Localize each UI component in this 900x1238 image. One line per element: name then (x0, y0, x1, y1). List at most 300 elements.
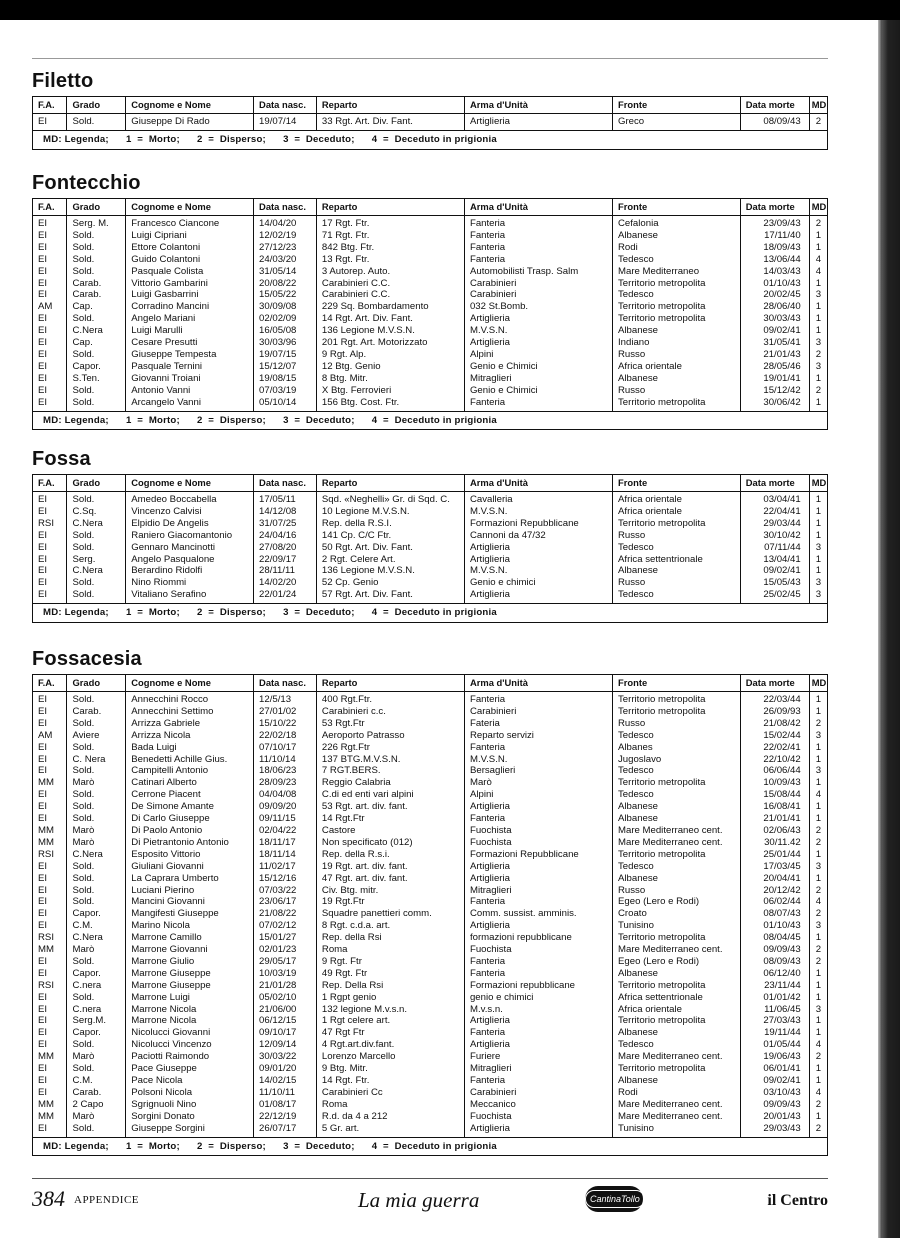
cell-data-morte: 30/10/42 (740, 530, 809, 542)
cell-fa: EI (33, 908, 67, 920)
header-row (33, 199, 828, 216)
footer-rule (32, 1178, 828, 1179)
cell-arma: Artiglieria (464, 861, 612, 873)
cell-fa: EI (33, 230, 67, 242)
cell-fronte: Jugoslavo (613, 754, 741, 766)
cell-grado: Sold. (67, 230, 126, 242)
cell-data-morte: 23/09/43 (740, 216, 809, 230)
cell-fronte: Africa orientale (613, 1004, 741, 1016)
legend-row: MD: Legenda; 1 = Morto; 2 = Disperso; 3 = Deceduto; 4 = Deceduto in prigionia (33, 130, 828, 149)
cell-data-morte: 09/09/43 (740, 1099, 809, 1111)
cell-arma: Carabinieri (464, 1087, 612, 1099)
cell-data-morte: 19/06/43 (740, 1051, 809, 1063)
cell-data-nasc: 14/04/20 (254, 216, 317, 230)
cell-data-morte: 15/05/43 (740, 577, 809, 589)
cell-data-morte: 10/09/43 (740, 777, 809, 789)
cell-nome: Bada Luigi (126, 742, 254, 754)
cell-fronte: Tunisino (613, 1123, 741, 1137)
cell-md: 4 (809, 896, 827, 908)
cell-md: 1 (809, 1111, 827, 1123)
cell-fa: EI (33, 337, 67, 349)
cell-nome: Ettore Colantoni (126, 242, 254, 254)
cell-fa: EI (33, 492, 67, 506)
cell-reparto: Carabinieri C.C. (316, 278, 464, 290)
cell-data-nasc: 15/05/22 (254, 289, 317, 301)
cell-md: 3 (809, 289, 827, 301)
cell-nome: Berardino Ridolfi (126, 565, 254, 577)
cell-data-morte: 01/10/43 (740, 920, 809, 932)
cell-data-nasc: 02/04/22 (254, 825, 317, 837)
cell-grado: Carab. (67, 1087, 126, 1099)
cell-fa: EI (33, 325, 67, 337)
cell-nome: Marino Nicola (126, 920, 254, 932)
cell-data-nasc: 17/05/11 (254, 492, 317, 506)
cell-reparto: Carabinieri Cc (316, 1087, 464, 1099)
cell-md: 1 (809, 968, 827, 980)
cell-reparto: 132 legione M.v.s.n. (316, 1004, 464, 1016)
cell-grado: Sold. (67, 896, 126, 908)
cell-fronte: Egeo (Lero e Rodi) (613, 956, 741, 968)
cell-fronte: Albanese (613, 1027, 741, 1039)
table-row (33, 1111, 828, 1123)
cell-fa: EI (33, 968, 67, 980)
cell-data-nasc: 14/02/20 (254, 577, 317, 589)
cell-data-morte: 14/03/43 (740, 266, 809, 278)
cell-fronte: Russo (613, 718, 741, 730)
cell-md: 2 (809, 825, 827, 837)
cell-reparto: 156 Btg. Cost. Ftr. (316, 397, 464, 411)
column-header-arma: Arma d'Unità (464, 475, 612, 492)
cell-grado: C.nera (67, 1004, 126, 1016)
header-row (33, 97, 828, 114)
cell-fronte: Albanese (613, 968, 741, 980)
cell-arma: Artiglieria (464, 114, 612, 131)
cell-reparto: 49 Rgt. Ftr (316, 968, 464, 980)
scan-top-bar (0, 0, 900, 20)
cell-data-morte: 25/02/45 (740, 589, 809, 603)
cell-arma: Alpini (464, 349, 612, 361)
table-row (33, 278, 828, 290)
cell-data-nasc: 15/10/22 (254, 718, 317, 730)
column-header-data-nasc: Data nasc. (254, 675, 317, 692)
cell-grado: C.Nera (67, 325, 126, 337)
cell-grado: C.nera (67, 980, 126, 992)
cell-md: 2 (809, 1123, 827, 1137)
cell-fronte: Africa settentrionale (613, 992, 741, 1004)
cell-fa: EI (33, 1015, 67, 1027)
cell-data-nasc: 02/02/09 (254, 313, 317, 325)
cell-fronte: Tunisino (613, 920, 741, 932)
cell-arma: Fuochista (464, 1111, 612, 1123)
column-header-md: MD (809, 475, 827, 492)
cell-data-nasc: 11/02/17 (254, 861, 317, 873)
cell-reparto: Carabinieri C.C. (316, 289, 464, 301)
cell-data-morte: 20/01/43 (740, 1111, 809, 1123)
cell-reparto: 229 Sq. Bombardamento (316, 301, 464, 313)
cell-md: 1 (809, 932, 827, 944)
cell-data-nasc: 29/05/17 (254, 956, 317, 968)
cell-arma: Cavalleria (464, 492, 612, 506)
cell-nome: Nino Riommi (126, 577, 254, 589)
cell-md: 3 (809, 1004, 827, 1016)
cell-data-morte: 08/09/43 (740, 114, 809, 131)
table-row (33, 1051, 828, 1063)
cell-grado: Carab. (67, 278, 126, 290)
cell-arma: Genio e Chimici (464, 361, 612, 373)
column-header-fa: F.A. (33, 97, 67, 114)
cell-reparto: 52 Cp. Genio (316, 577, 464, 589)
cell-arma: Artiglieria (464, 1123, 612, 1137)
cell-arma: Artiglieria (464, 542, 612, 554)
cell-arma: Artiglieria (464, 801, 612, 813)
cell-data-nasc: 23/06/17 (254, 896, 317, 908)
cell-reparto: 8 Rgt. c.d.a. art. (316, 920, 464, 932)
cell-fa: EI (33, 789, 67, 801)
table-row (33, 542, 828, 554)
table-row (33, 956, 828, 968)
cell-nome: Di Pietrantonio Antonio (126, 837, 254, 849)
column-header-nome: Cognome e Nome (126, 475, 254, 492)
cell-grado: Sold. (67, 1039, 126, 1051)
cell-reparto: 842 Btg. Ftr. (316, 242, 464, 254)
cell-grado: Sold. (67, 577, 126, 589)
table-row (33, 742, 828, 754)
cell-fa: EI (33, 361, 67, 373)
cell-grado: Sold. (67, 542, 126, 554)
cell-data-nasc: 22/09/17 (254, 554, 317, 566)
table-row (33, 1087, 828, 1099)
cell-data-morte: 17/11/40 (740, 230, 809, 242)
cell-data-morte: 17/03/45 (740, 861, 809, 873)
cell-arma: Artiglieria (464, 1039, 612, 1051)
cell-data-nasc: 05/02/10 (254, 992, 317, 1004)
cell-md: 2 (809, 114, 827, 131)
cell-md: 3 (809, 920, 827, 932)
cell-arma: Fanteria (464, 242, 612, 254)
cell-fa: EI (33, 554, 67, 566)
cell-fa: EI (33, 1123, 67, 1137)
cell-nome: Cesare Presutti (126, 337, 254, 349)
cell-data-morte: 21/01/41 (740, 813, 809, 825)
cell-data-nasc: 21/08/22 (254, 908, 317, 920)
sponsor-logo (585, 1186, 643, 1212)
cell-data-morte: 07/11/44 (740, 542, 809, 554)
cell-md: 3 (809, 730, 827, 742)
cell-nome: Elpidio De Angelis (126, 518, 254, 530)
cell-nome: Paciotti Raimondo (126, 1051, 254, 1063)
page-footer (32, 1184, 828, 1218)
cell-md: 1 (809, 777, 827, 789)
cell-grado: C. Nera (67, 754, 126, 766)
column-header-nome: Cognome e Nome (126, 199, 254, 216)
cell-reparto: 1 Rgt celere art. (316, 1015, 464, 1027)
cell-arma: Carabinieri (464, 706, 612, 718)
cell-arma: Fateria (464, 718, 612, 730)
cell-arma: Fanteria (464, 397, 612, 411)
section-fossacesia (32, 646, 828, 1156)
cell-data-nasc: 21/01/28 (254, 980, 317, 992)
cell-md: 1 (809, 742, 827, 754)
cell-md: 1 (809, 313, 827, 325)
cell-data-morte: 09/02/41 (740, 325, 809, 337)
table-row (33, 789, 828, 801)
cell-reparto: Sqd. «Neghelli» Gr. di Sqd. C. (316, 492, 464, 506)
section-title: Fontecchio (32, 172, 141, 194)
cell-fa: EI (33, 873, 67, 885)
register-table (32, 198, 828, 430)
cell-grado: Marò (67, 825, 126, 837)
cell-fa: RSI (33, 849, 67, 861)
legend-row: MD: Legenda; 1 = Morto; 2 = Disperso; 3 = Deceduto; 4 = Deceduto in prigionia (33, 1137, 828, 1156)
cell-grado: Sold. (67, 692, 126, 706)
cell-fa: EI (33, 216, 67, 230)
table-row (33, 1123, 828, 1137)
cell-md: 4 (809, 1087, 827, 1099)
cell-grado: Cap. (67, 337, 126, 349)
cell-data-morte: 22/02/41 (740, 742, 809, 754)
table-row (33, 266, 828, 278)
table-row (33, 932, 828, 944)
cell-md: 3 (809, 337, 827, 349)
cell-fronte: Territorio metropolita (613, 278, 741, 290)
column-header-data-morte: Data morte (740, 199, 809, 216)
cell-fronte: Tedesco (613, 542, 741, 554)
cell-nome: Luigi Gasbarrini (126, 289, 254, 301)
cell-fronte: Mare Mediterraneo cent. (613, 825, 741, 837)
table-row (33, 373, 828, 385)
cell-fronte: Rodi (613, 242, 741, 254)
cell-fronte: Tedesco (613, 289, 741, 301)
cell-fronte: Greco (613, 114, 741, 131)
cell-data-morte: 20/04/41 (740, 873, 809, 885)
cell-fronte: Albanese (613, 1075, 741, 1087)
cell-fa: EI (33, 242, 67, 254)
cell-grado: 2 Capo (67, 1099, 126, 1111)
cell-data-morte: 02/06/43 (740, 825, 809, 837)
cell-md: 3 (809, 589, 827, 603)
cell-reparto: 201 Rgt. Art. Motorizzato (316, 337, 464, 349)
cell-fronte: Territorio metropolita (613, 1015, 741, 1027)
cell-md: 1 (809, 373, 827, 385)
cell-data-nasc: 01/08/17 (254, 1099, 317, 1111)
section-title: Filetto (32, 70, 94, 92)
cell-fa: EI (33, 313, 67, 325)
cell-data-morte: 22/04/41 (740, 506, 809, 518)
cell-data-nasc: 24/03/20 (254, 254, 317, 266)
cell-grado: Cap. (67, 301, 126, 313)
table-row (33, 885, 828, 897)
cell-grado: Sold. (67, 1063, 126, 1075)
cell-data-nasc: 10/03/19 (254, 968, 317, 980)
cell-data-morte: 09/02/41 (740, 1075, 809, 1087)
cell-nome: Sgrignuoli Nino (126, 1099, 254, 1111)
cell-data-nasc: 12/09/14 (254, 1039, 317, 1051)
cell-nome: Pace Giuseppe (126, 1063, 254, 1075)
cell-reparto: Civ. Btg. mitr. (316, 885, 464, 897)
cell-arma: Fanteria (464, 742, 612, 754)
cell-md: 2 (809, 718, 827, 730)
cell-nome: La Caprara Umberto (126, 873, 254, 885)
column-header-data-nasc: Data nasc. (254, 199, 317, 216)
cell-md: 2 (809, 956, 827, 968)
column-header-arma: Arma d'Unità (464, 675, 612, 692)
cell-nome: Gennaro Mancinotti (126, 542, 254, 554)
cell-arma: M.v.s.n. (464, 1004, 612, 1016)
cell-arma: Mitraglieri (464, 885, 612, 897)
column-header-grado: Grado (67, 475, 126, 492)
cell-nome: Annecchini Rocco (126, 692, 254, 706)
cell-arma: Fanteria (464, 1075, 612, 1087)
cell-grado: C.Sq. (67, 506, 126, 518)
cell-arma: Fuochista (464, 944, 612, 956)
cell-data-nasc: 30/09/08 (254, 301, 317, 313)
cell-reparto: 14 Rgt. Art. Div. Fant. (316, 313, 464, 325)
cell-fronte: Russo (613, 530, 741, 542)
cell-fa: RSI (33, 932, 67, 944)
column-header-md: MD (809, 97, 827, 114)
cell-fronte: Mare Mediterraneo (613, 266, 741, 278)
cell-grado: Sold. (67, 242, 126, 254)
column-header-fa: F.A. (33, 475, 67, 492)
cell-fa: EI (33, 349, 67, 361)
cell-data-morte: 13/04/41 (740, 554, 809, 566)
cell-grado: Sold. (67, 765, 126, 777)
cell-md: 1 (809, 506, 827, 518)
cell-data-nasc: 19/07/14 (254, 114, 317, 131)
cell-fa: EI (33, 373, 67, 385)
cell-data-morte: 01/01/42 (740, 992, 809, 1004)
cell-data-morte: 28/05/46 (740, 361, 809, 373)
cell-data-nasc: 28/09/23 (254, 777, 317, 789)
cell-nome: Annecchini Settimo (126, 706, 254, 718)
cell-reparto: 137 BTG.M.V.S.N. (316, 754, 464, 766)
cell-grado: Sold. (67, 492, 126, 506)
cell-arma: M.V.S.N. (464, 565, 612, 577)
cell-grado: Sold. (67, 718, 126, 730)
cell-grado: Sold. (67, 114, 126, 131)
cell-arma: 032 St.Bomb. (464, 301, 612, 313)
cell-arma: Artiglieria (464, 920, 612, 932)
table-row (33, 1039, 828, 1051)
cell-fa: EI (33, 266, 67, 278)
section-title: Fossacesia (32, 648, 142, 670)
cell-fronte: Indiano (613, 337, 741, 349)
cell-arma: Mitraglieri (464, 373, 612, 385)
table-row (33, 254, 828, 266)
cell-md: 2 (809, 837, 827, 849)
table-row (33, 577, 828, 589)
column-header-reparto: Reparto (316, 475, 464, 492)
cell-data-nasc: 18/06/23 (254, 765, 317, 777)
cell-fronte: Mare Mediterraneo cent. (613, 944, 741, 956)
cell-fronte: Africa settentrionale (613, 554, 741, 566)
column-header-data-morte: Data morte (740, 675, 809, 692)
cell-data-nasc: 02/01/23 (254, 944, 317, 956)
cell-data-nasc: 09/10/17 (254, 1027, 317, 1039)
cell-reparto: 136 Legione M.V.S.N. (316, 325, 464, 337)
cell-data-morte: 06/02/44 (740, 896, 809, 908)
cell-data-nasc: 14/12/08 (254, 506, 317, 518)
cell-fronte: Cefalonia (613, 216, 741, 230)
cell-nome: Marrone Giovanni (126, 944, 254, 956)
cell-data-morte: 08/07/43 (740, 908, 809, 920)
table-row (33, 908, 828, 920)
cell-md: 2 (809, 385, 827, 397)
cell-reparto: Aeroporto Patrasso (316, 730, 464, 742)
cell-fa: EI (33, 254, 67, 266)
cell-grado: Sold. (67, 385, 126, 397)
register-table (32, 474, 828, 623)
cell-grado: Marò (67, 1051, 126, 1063)
cell-fa: EI (33, 1027, 67, 1039)
cell-data-nasc: 07/03/22 (254, 885, 317, 897)
table-row (33, 754, 828, 766)
cell-grado: C.Nera (67, 932, 126, 944)
column-header-data-morte: Data morte (740, 475, 809, 492)
column-header-md: MD (809, 199, 827, 216)
cell-fa: EI (33, 896, 67, 908)
cell-data-morte: 22/10/42 (740, 754, 809, 766)
column-header-reparto: Reparto (316, 199, 464, 216)
table-row (33, 230, 828, 242)
cell-data-nasc: 16/05/08 (254, 325, 317, 337)
column-header-reparto: Reparto (316, 675, 464, 692)
register-table (32, 96, 828, 150)
cell-grado: Serg.M. (67, 1015, 126, 1027)
cell-nome: Vittorio Gambarini (126, 278, 254, 290)
cell-data-morte: 30/03/43 (740, 313, 809, 325)
cell-arma: Comm. sussist. amminis. (464, 908, 612, 920)
cell-fa: EI (33, 565, 67, 577)
cell-reparto: 141 Cp. C/C Ftr. (316, 530, 464, 542)
cell-fa: EI (33, 1039, 67, 1051)
cell-grado: Sold. (67, 801, 126, 813)
cell-arma: Artiglieria (464, 873, 612, 885)
cell-arma: Automobilisti Trasp. Salm (464, 266, 612, 278)
cell-reparto: Squadre panettieri comm. (316, 908, 464, 920)
cell-fronte: Tedesco (613, 254, 741, 266)
cell-fa: MM (33, 1051, 67, 1063)
table-row (33, 944, 828, 956)
cell-data-morte: 20/02/45 (740, 289, 809, 301)
cell-md: 1 (809, 1075, 827, 1087)
cell-fronte: Territorio metropolita (613, 777, 741, 789)
cell-fa: MM (33, 1111, 67, 1123)
cell-grado: Sold. (67, 1123, 126, 1137)
cell-data-nasc: 30/03/22 (254, 1051, 317, 1063)
cell-fronte: Territorio metropolita (613, 692, 741, 706)
cell-nome: Nicolucci Vincenzo (126, 1039, 254, 1051)
cell-data-nasc: 06/12/15 (254, 1015, 317, 1027)
cell-nome: Esposito Vittorio (126, 849, 254, 861)
cell-fronte: Egeo (Lero e Rodi) (613, 896, 741, 908)
cell-reparto: 53 Rgt. art. div. fant. (316, 801, 464, 813)
cell-reparto: 9 Btg. Mitr. (316, 1063, 464, 1075)
page-spine-edge (878, 20, 882, 1238)
cell-arma: Meccanico (464, 1099, 612, 1111)
cell-nome: Pasquale Colista (126, 266, 254, 278)
cell-fa: EI (33, 692, 67, 706)
cell-reparto: 10 Legione M.V.S.N. (316, 506, 464, 518)
cell-reparto: 1 Rgpt genio (316, 992, 464, 1004)
cell-arma: Genio e Chimici (464, 385, 612, 397)
cell-arma: Formazioni Repubblicane (464, 518, 612, 530)
cell-reparto: 3 Autorep. Auto. (316, 266, 464, 278)
cell-fronte: Tedesco (613, 861, 741, 873)
cell-grado: Capor. (67, 1027, 126, 1039)
table-row (33, 301, 828, 313)
cell-data-nasc: 31/05/14 (254, 266, 317, 278)
